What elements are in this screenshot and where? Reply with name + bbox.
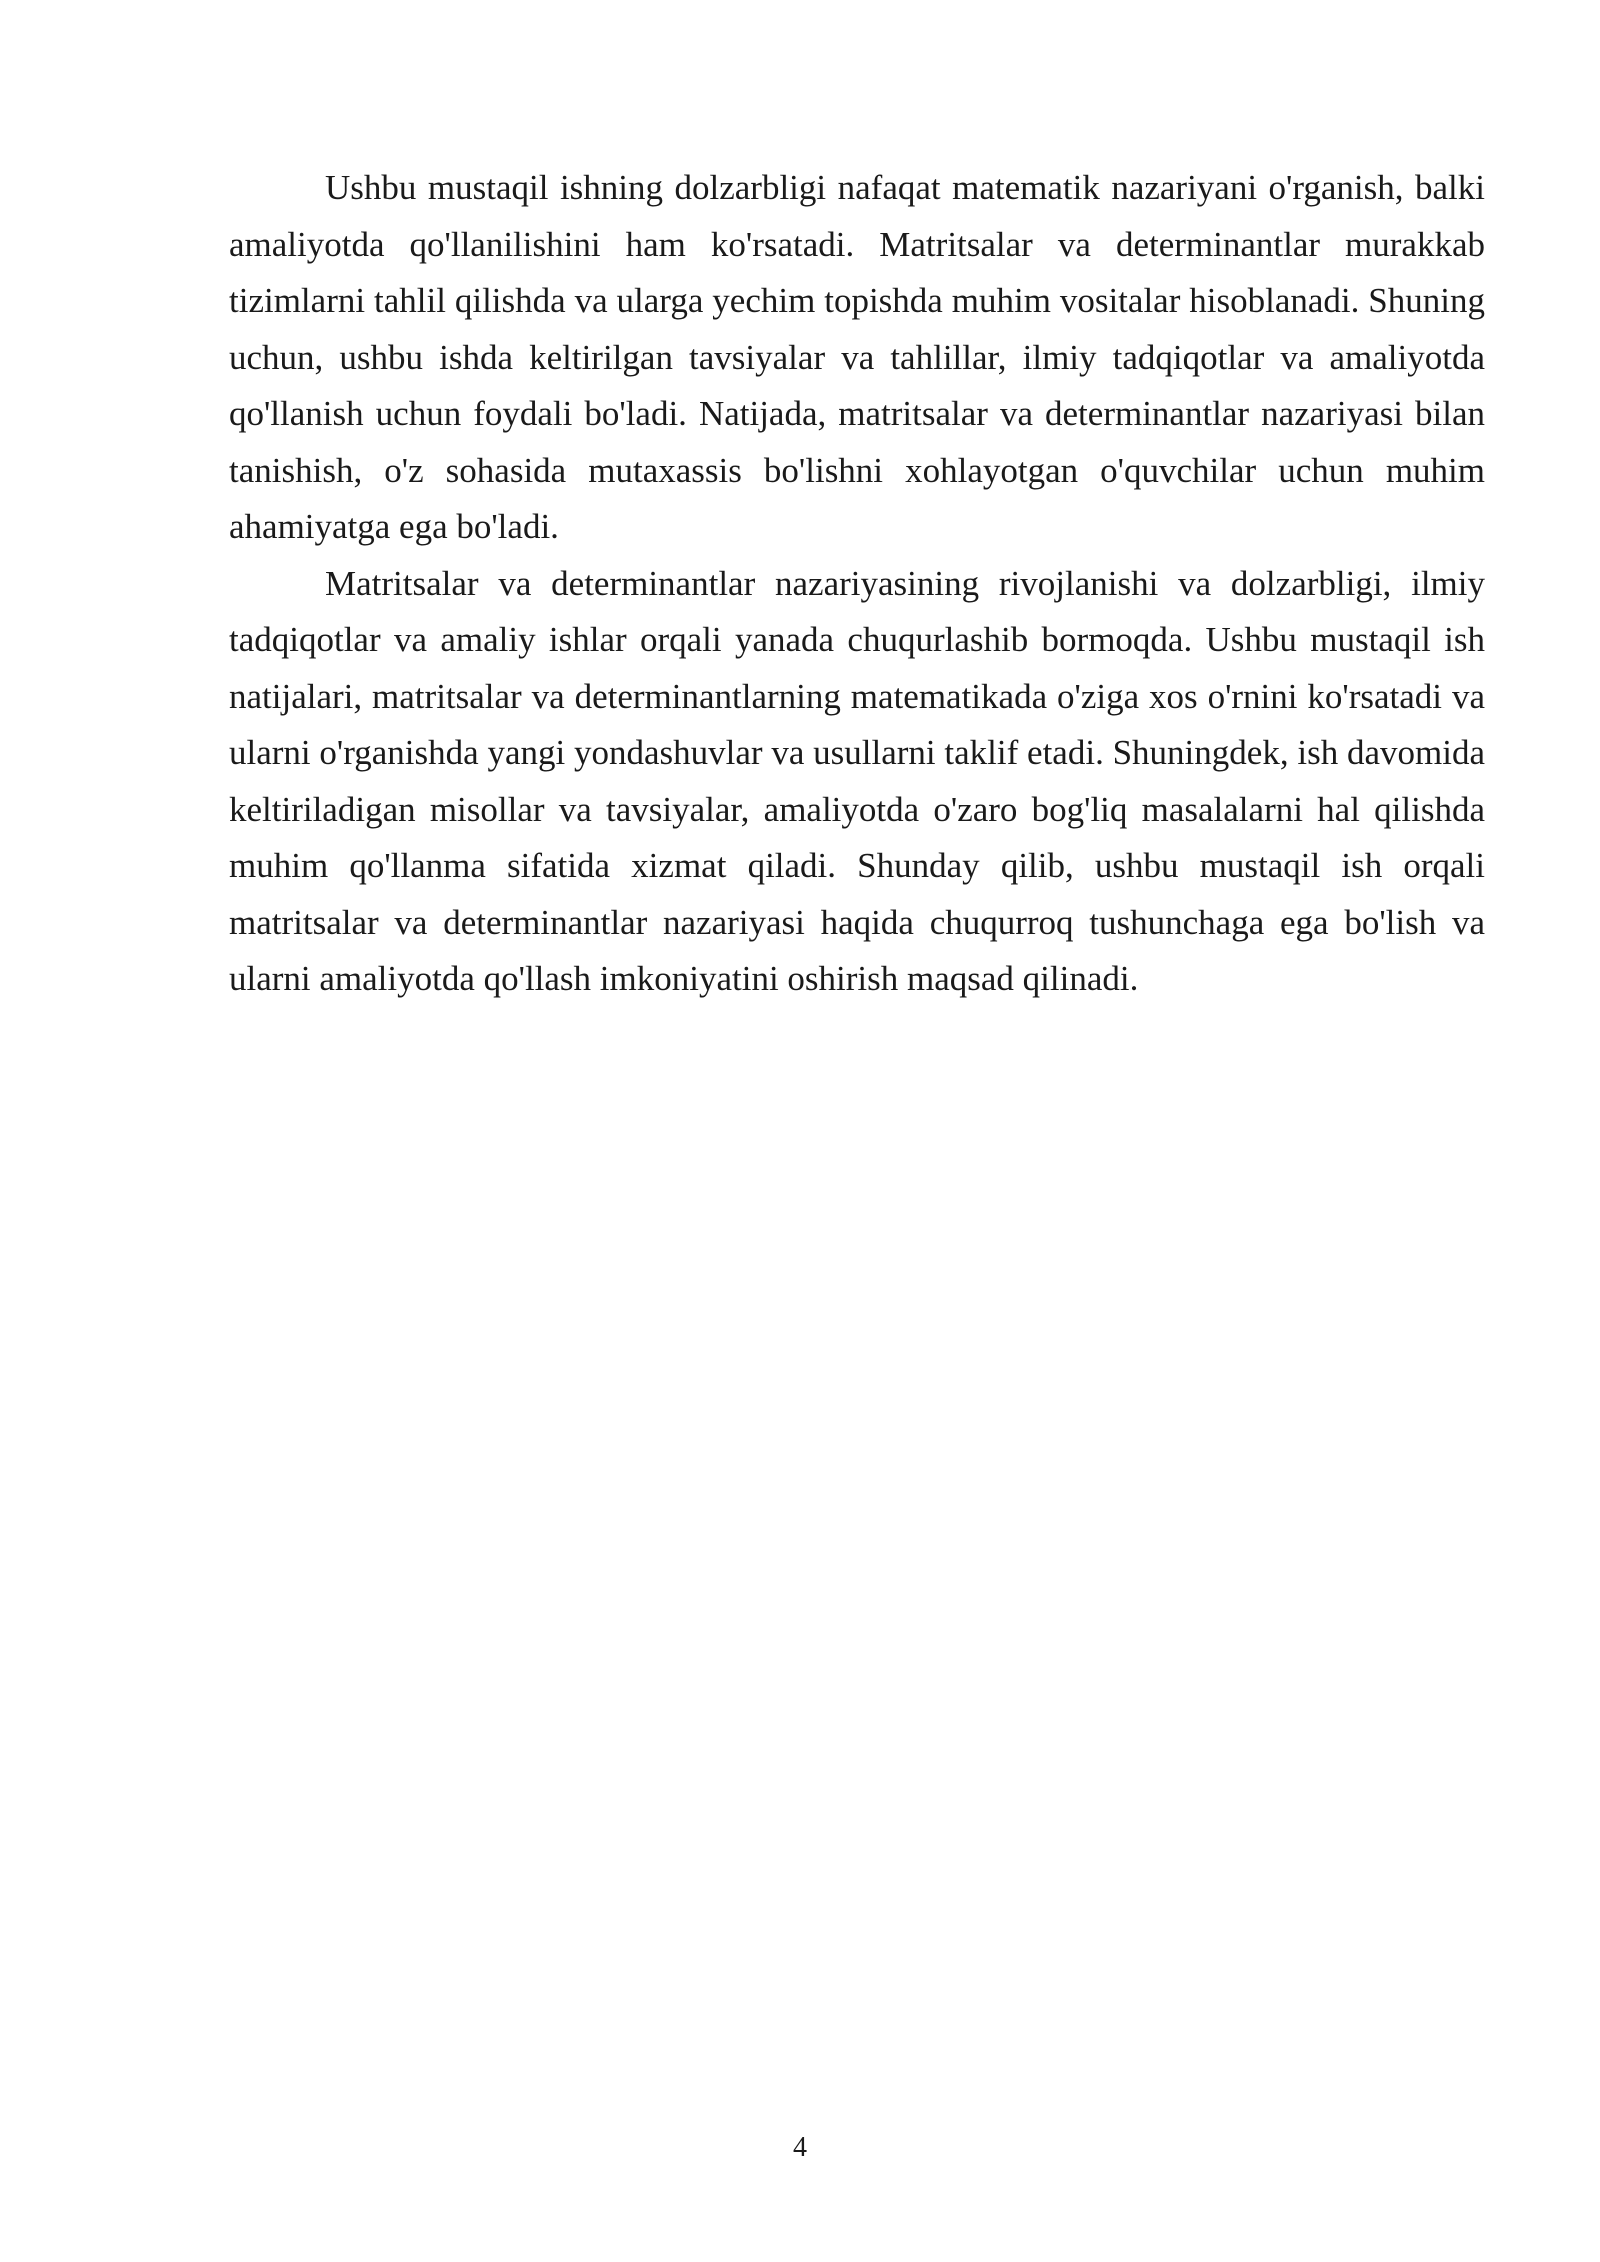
paragraph-2: Matritsalar va determinantlar nazariyasining rivojlanishi va dolzarbligi, ilmiy tadqiqotlar va amaliy ishlar orqali yanada chuqurlashib bormoqda. Ushbu mustaqil ish natijalari, matritsalar va determinantlarning matematikada o'ziga xos o'rnini ko'rsatadi va ularni o'rganishda yangi yondashuvlar va usullarni taklif etadi. Shuningdek, ish davomida keltiriladigan misollar va tavsiyalar, amaliyotda o'zaro bog'liq masalalarni hal qilishda muhim qo'llanma sifatida xizmat qiladi. Shunday qilib, ushbu mustaqil ish orqali matritsalar va determinantlar nazariyasi haqida chuqurroq tushunchaga ega bo'lish va ularni amaliyotda qo'llash imkoniyatini oshirish maqsad qilinadi. [229, 563, 1485, 998]
body-text [229, 160, 1485, 1008]
paragraph-1: Ushbu mustaqil ishning dolzarbligi nafaqat matematik nazariyani o'rganish, balki amaliyotda qo'llanilishini ham ko'rsatadi. Matritsalar va determinantlar murakkab tizimlarni tahlil qilishda va ularga yechim topishda muhim vositalar hisoblanadi. Shuning uchun, ushbu ishda keltirilgan tavsiyalar va tahlillar, ilmiy tadqiqotlar va amaliyotda qo'llanish uchun foydali bo'ladi. Natijada, matritsalar va determinantlar nazariyasi bilan tanishish, o'z sohasida mutaxassis bo'lishni xohlayotgan o'quvchilar uchun muhim ahamiyatga ega bo'ladi. [229, 168, 1485, 546]
page-number: 4 [793, 2132, 807, 2163]
